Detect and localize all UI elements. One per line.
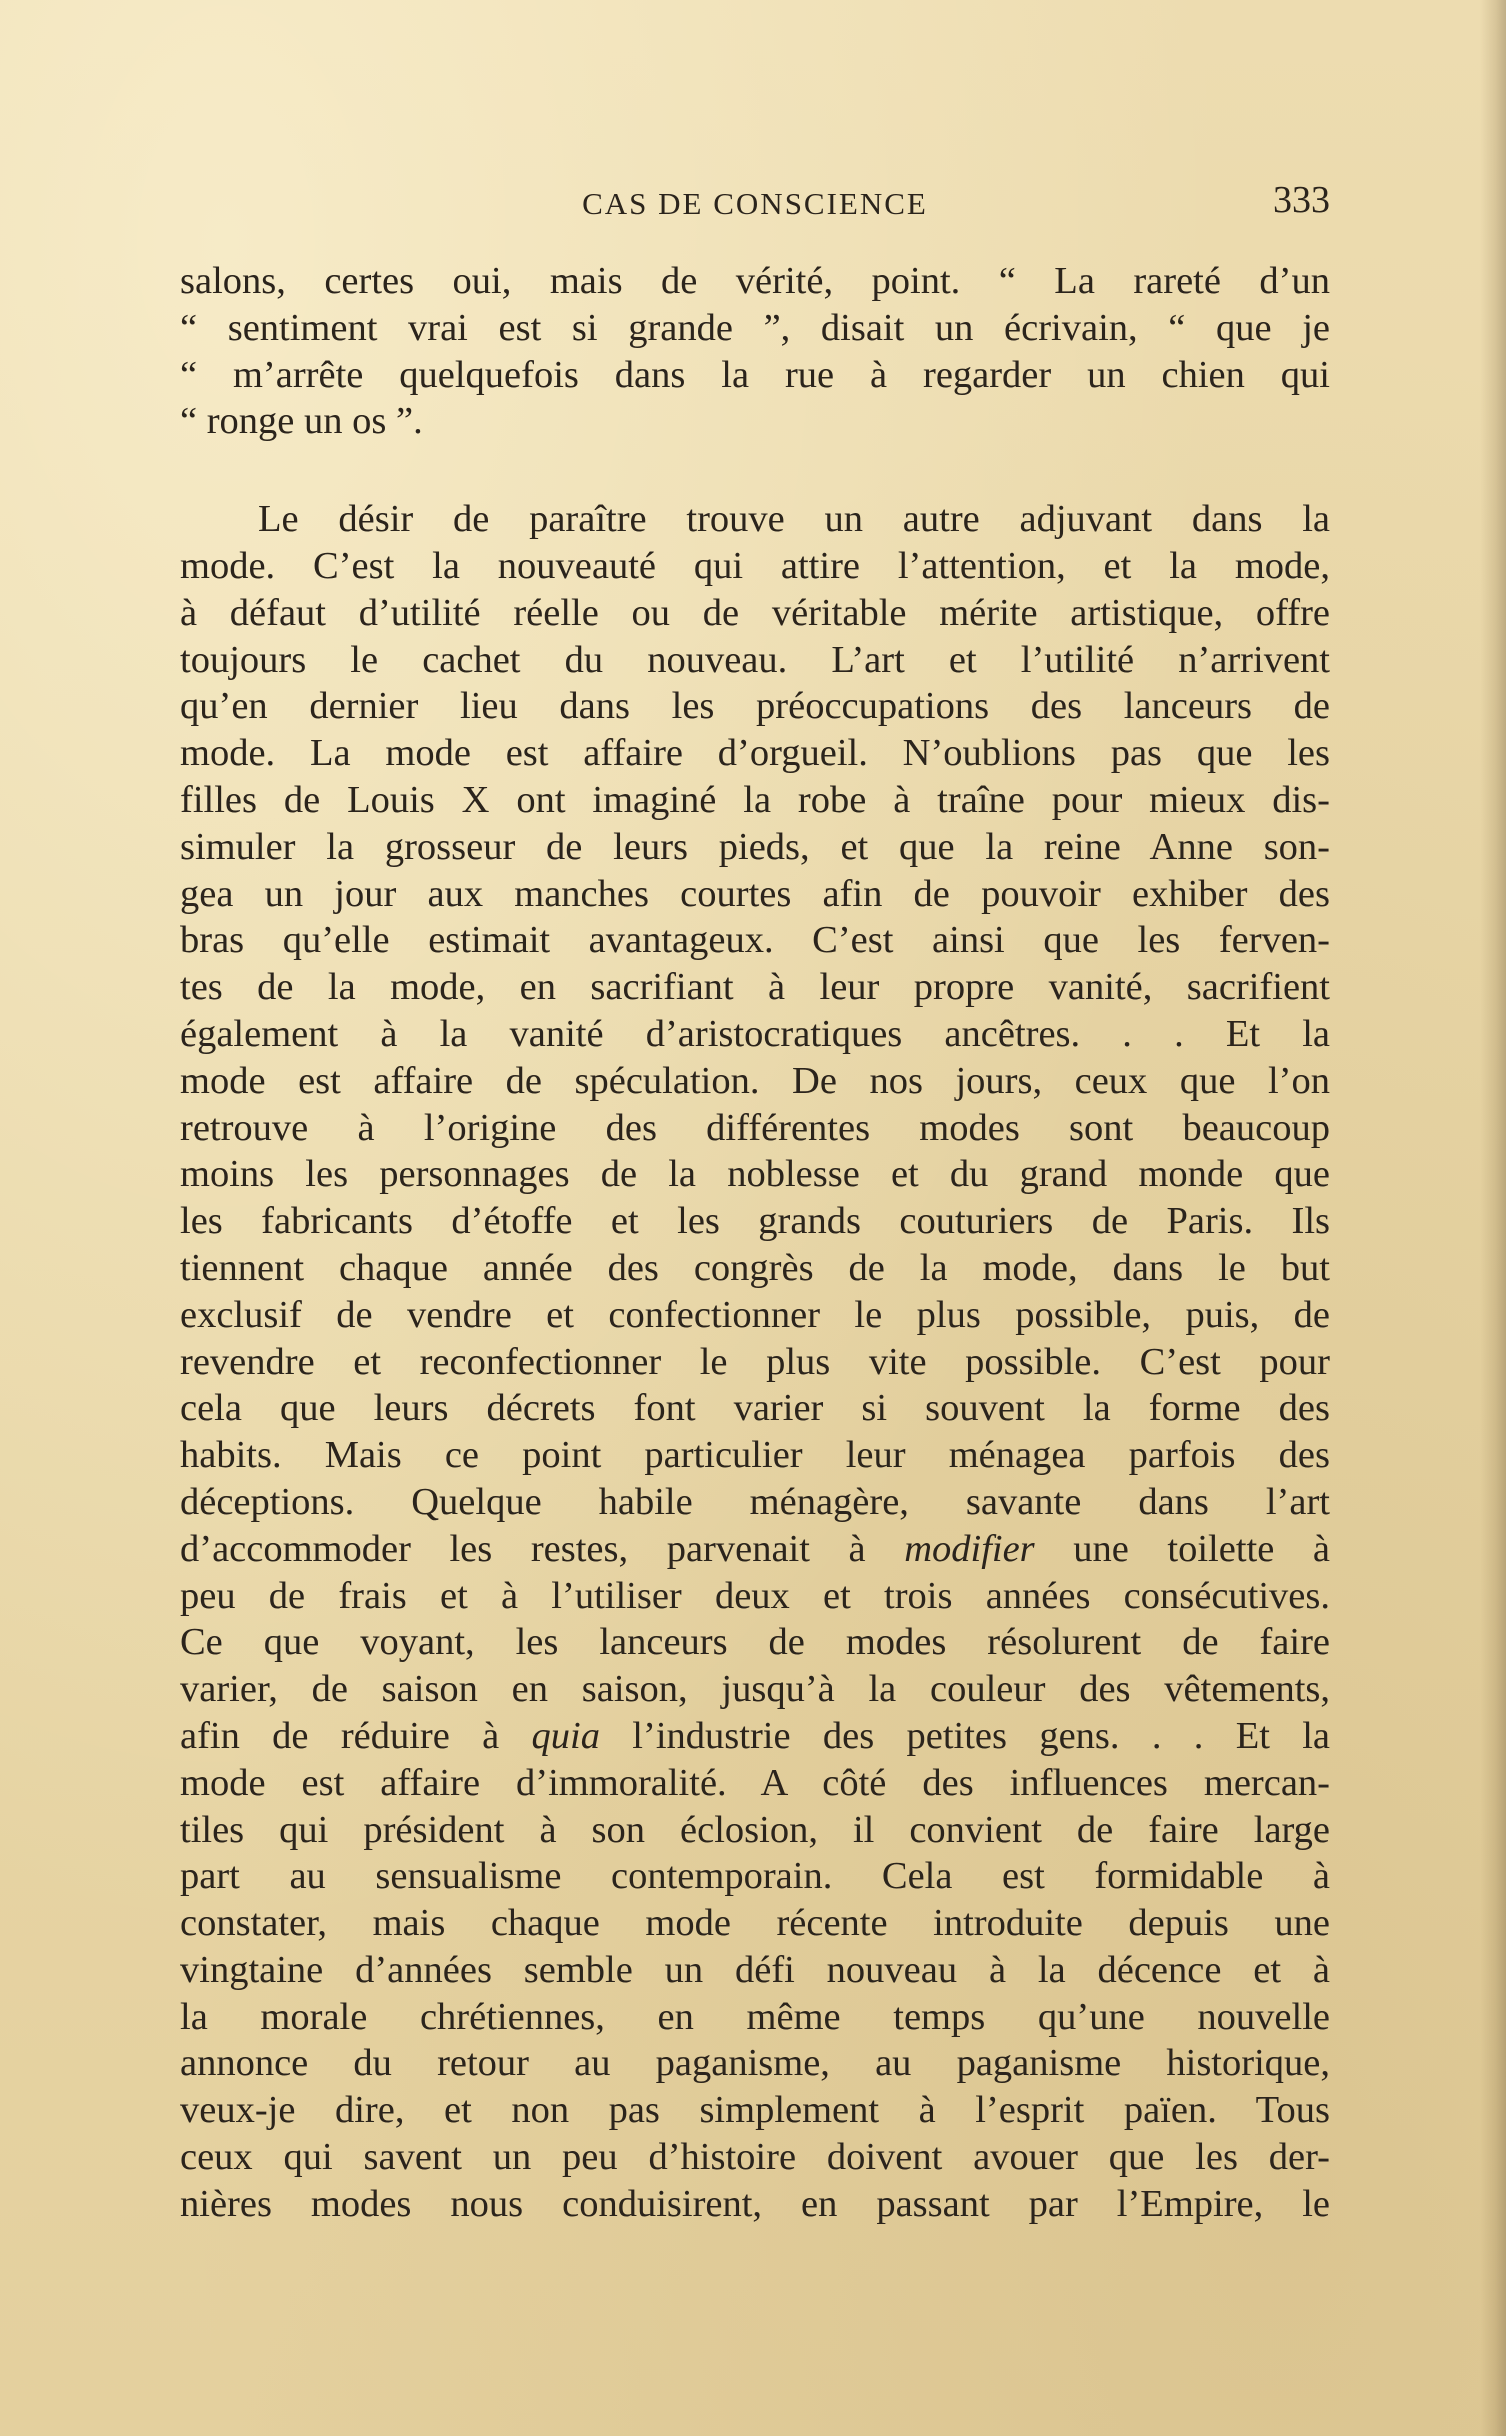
text-line: les fabricants d’étoffe et les grands couturiers de Paris. Ils <box>180 1200 1330 1243</box>
text-line <box>180 1526 1330 1573</box>
text-line: peu de frais et à l’utiliser deux et trois années consécutives. <box>180 1574 1330 1617</box>
body-text <box>180 258 1330 2228</box>
text-line: tiles qui président à son éclosion, il convient de faire large <box>180 1808 1330 1851</box>
text-line: bras qu’elle estimait avantageux. C’est ainsi que les ferven- <box>180 919 1330 962</box>
text-line: part au sensualisme contemporain. Cela est formidable à <box>180 1855 1330 1898</box>
text-line: la morale chrétiennes, en même temps qu’une nouvelle <box>180 1995 1330 2038</box>
italic-word: modifier <box>904 1527 1035 1570</box>
page-number: 333 <box>1273 179 1330 221</box>
text-line: tiennent chaque année des congrès de la mode, dans le but <box>180 1246 1330 1289</box>
text-line: veux-je dire, et non pas simplement à l’esprit païen. Tous <box>180 2089 1330 2132</box>
running-head: CAS DE CONSCIENCE <box>582 186 928 221</box>
text-line: filles de Louis X ont imaginé la robe à traîne pour mieux dis- <box>180 778 1330 821</box>
text-line: mode. La mode est affaire d’orgueil. N’oublions pas que les <box>180 732 1330 775</box>
text-line: déceptions. Quelque habile ménagère, savante dans l’art <box>180 1480 1330 1523</box>
text-line: gea un jour aux manches courtes afin de pouvoir exhiber des <box>180 872 1330 915</box>
text-line: “ sentiment vrai est si grande ”, disait un écrivain, “ que je <box>180 306 1330 349</box>
text-line: habits. Mais ce point particulier leur ménagea parfois des <box>180 1434 1330 1477</box>
text-line: simuler la grosseur de leurs pieds, et que la reine Anne son- <box>180 825 1330 868</box>
text-line: mode est affaire d’immoralité. A côté des influences mercan- <box>180 1761 1330 1804</box>
page-header <box>180 178 1330 238</box>
text-line: mode. C’est la nouveauté qui attire l’attention, et la mode, <box>180 544 1330 587</box>
text-line: nières modes nous conduisirent, en passant par l’Empire, le <box>180 2182 1330 2225</box>
text-line: vingtaine d’années semble un défi nouveau à la décence et à <box>180 1948 1330 1991</box>
text-line: toujours le cachet du nouveau. L’art et l’utilité n’arrivent <box>180 638 1330 681</box>
text-line: Le désir de paraître trouve un autre adjuvant dans la <box>258 498 1330 541</box>
text-line: constater, mais chaque mode récente introduite depuis une <box>180 1902 1330 1945</box>
text-line: revendre et reconfectionner le plus vite possible. C’est pour <box>180 1340 1330 1383</box>
text-line: “ ronge un os ”. <box>180 400 423 443</box>
page-edge-shadow <box>1480 0 1506 2436</box>
text-segment: afin de réduire à <box>180 1714 532 1757</box>
text-line: retrouve à l’origine des différentes modes sont beaucoup <box>180 1106 1330 1149</box>
italic-word: quia <box>531 1714 600 1757</box>
text-line: qu’en dernier lieu dans les préoccupations des lanceurs de <box>180 685 1330 728</box>
text-line: à défaut d’utilité réelle ou de véritable mérite artistique, offre <box>180 591 1330 634</box>
text-line: également à la vanité d’aristocratiques ancêtres. . . Et la <box>180 1012 1330 1055</box>
text-segment: une toilette à <box>1034 1527 1330 1570</box>
text-line: salons, certes oui, mais de vérité, point. “ La rareté d’un <box>180 260 1330 302</box>
text-line: varier, de saison en saison, jusqu’à la couleur des vêtements, <box>180 1668 1330 1711</box>
text-line <box>180 1713 1330 1760</box>
text-line: moins les personnages de la noblesse et du grand monde que <box>180 1153 1330 1196</box>
text-line: ceux qui savent un peu d’histoire doivent avouer que les der- <box>180 2136 1330 2179</box>
text-line: “ m’arrête quelquefois dans la rue à regarder un chien qui <box>180 353 1330 396</box>
text-segment: d’accommoder les restes, parvenait à <box>180 1527 905 1570</box>
text-line: tes de la mode, en sacrifiant à leur propre vanité, sacrifient <box>180 966 1330 1009</box>
text-line: Ce que voyant, les lanceurs de modes résolurent de faire <box>180 1621 1330 1664</box>
text-segment: l’industrie des petites gens. . . Et la <box>600 1714 1331 1757</box>
text-line: cela que leurs décrets font varier si souvent la forme des <box>180 1387 1330 1430</box>
text-line: annonce du retour au paganisme, au paganisme historique, <box>180 2042 1330 2085</box>
text-line: mode est affaire de spéculation. De nos jours, ceux que l’on <box>180 1059 1330 1102</box>
text-line: exclusif de vendre et confectionner le plus possible, puis, de <box>180 1293 1330 1336</box>
paragraph-break <box>180 445 1330 496</box>
